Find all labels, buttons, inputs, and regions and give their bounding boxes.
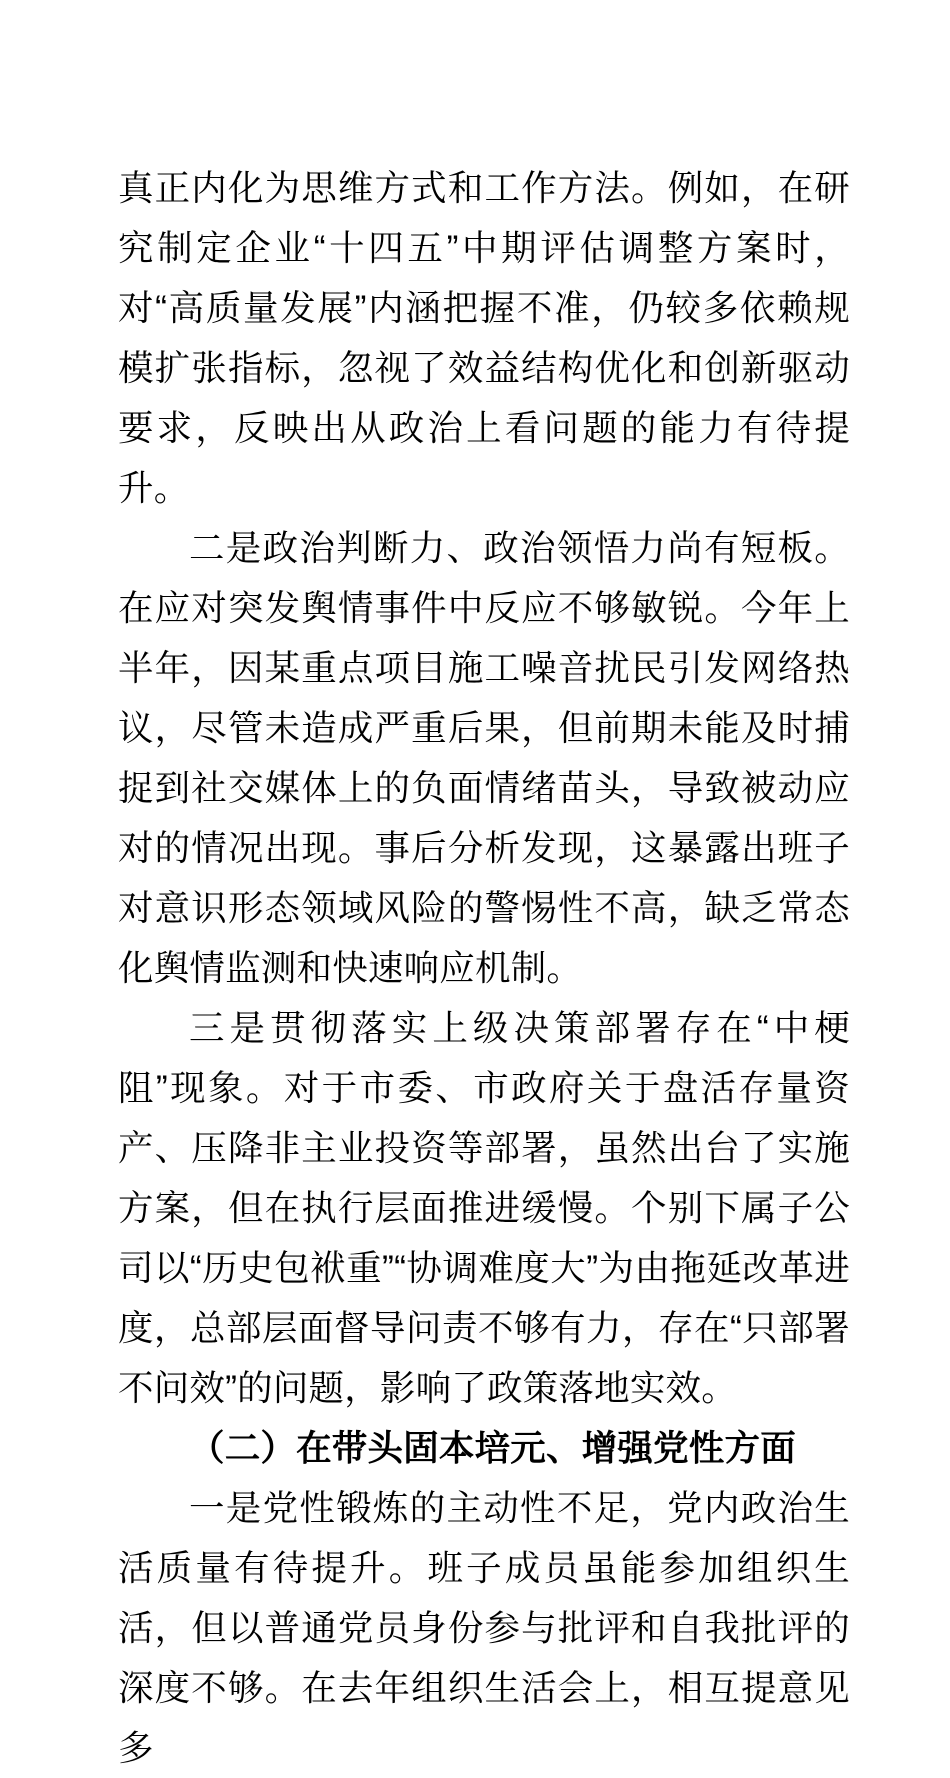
document-text-column: [118, 158, 850, 1778]
paragraph-section-two-point-one: 一是党性锻炼的主动性不足，党内政治生活质量有待提升。班子成员虽能参加组织生活，但以普通党员身份参与批评和自我批评的深度不够。在去年组织生活会上，相互提意见多: [118, 1488, 850, 1768]
paragraph-point-two: 二是政治判断力、政治领悟力尚有短板。在应对突发舆情事件中反应不够敏锐。今年上半年，因某重点项目施工噪音扰民引发网络热议，尽管未造成严重后果，但前期未能及时捕捉到社交媒体上的负面情绪苗头，导致被动应对的情况出现。事后分析发现，这暴露出班子对意识形态领域风险的警惕性不高，缺乏常态化舆情监测和快速响应机制。: [118, 528, 850, 988]
paragraph-point-three: 三是贯彻落实上级决策部署存在“中梗阻”现象。对于市委、市政府关于盘活存量资产、压降非主业投资等部署，虽然出台了实施方案，但在执行层面推进缓慢。个别下属子公司以“历史包袱重”“协调难度大”为由拖延改革进度，总部层面督导问责不够有力，存在“只部署不问效”的问题，影响了政策落地实效。: [118, 1008, 850, 1408]
paragraph-continued: 真正内化为思维方式和工作方法。例如，在研究制定企业“十四五”中期评估调整方案时，对“高质量发展”内涵把握不准，仍较多依赖规模扩张指标，忽视了效益结构优化和创新驱动要求，反映出从政治上看问题的能力有待提升。: [118, 168, 850, 508]
section-heading-two: （二）在带头固本培元、增强党性方面: [189, 1428, 796, 1468]
